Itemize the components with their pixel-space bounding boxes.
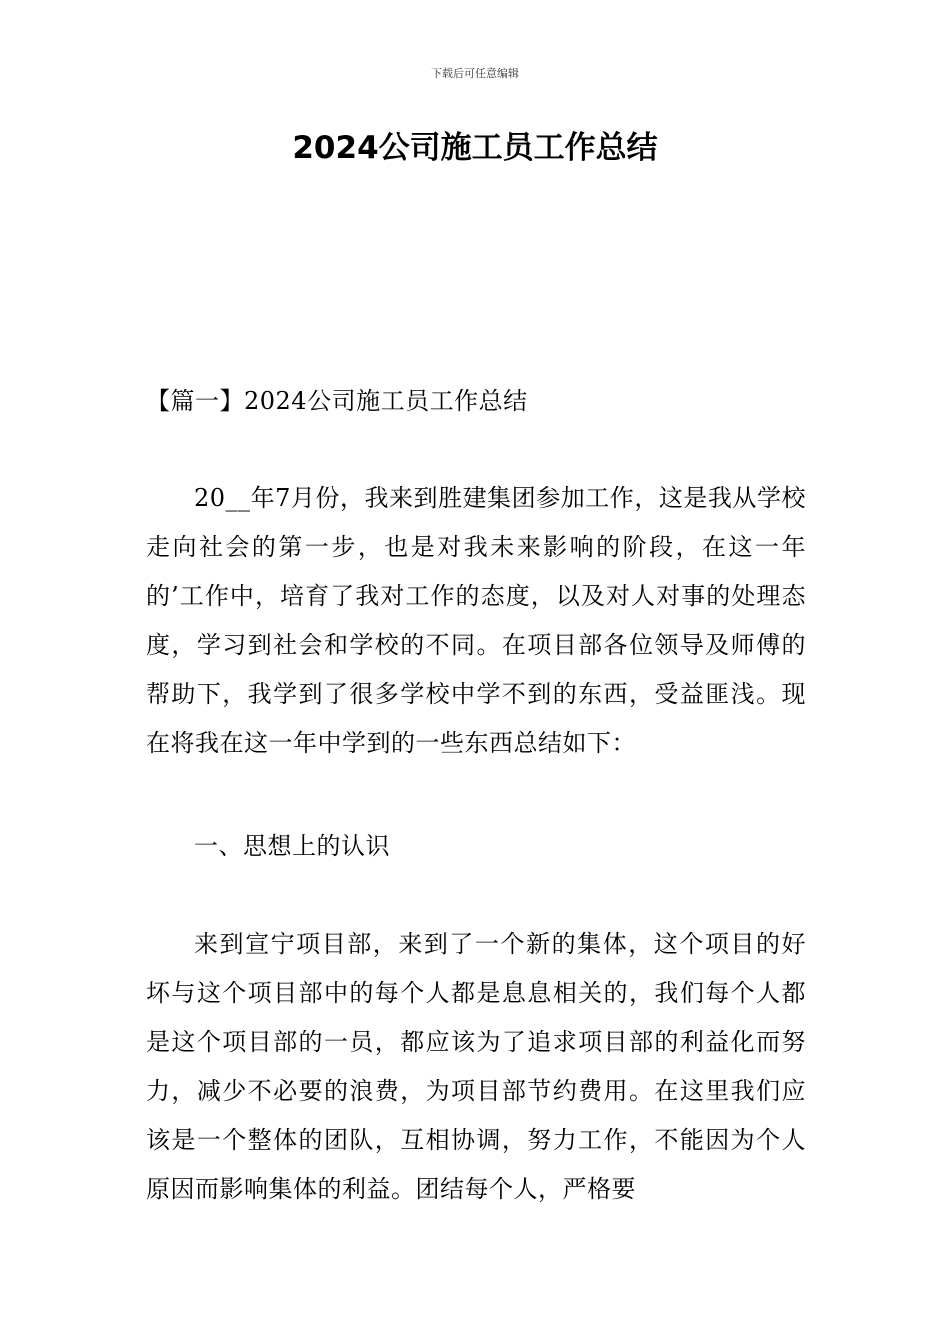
subheading-1: 一、思想上的认识 (194, 832, 390, 860)
header-note: 下载后可任意编辑 (431, 67, 519, 80)
section-heading: 【篇一】2024公司施工员工作总结 (146, 387, 528, 415)
paragraph-1: 20__年7月份，我来到胜建集团参加工作，这是我从学校走向社会的第一步，也是对我未来影响的阶段，在这一年的’工作中，培育了我对工作的态度，以及对人对事的处理态度，学习到社会和学校的不同。在项目部各位领导及师傅的帮助下，我学到了很多学校中学不到的东西，受益匪浅。现在将我在这一年中学到的一些东西总结如下： (146, 484, 806, 757)
paragraph-2: 来到宣宁项目部，来到了一个新的集体，这个项目的好坏与这个项目部中的每个人都是息息相关的，我们每个人都是这个项目部的一员，都应该为了追求项目部的利益化而努力，减少不必要的浪费，为项目部节约费用。在这里我们应该是一个整体的团队，互相协调，努力工作，不能因为个人原因而影响集体的利益。团结每个人，严格要 (146, 930, 806, 1203)
document-title: 2024公司施工员工作总结 (292, 130, 658, 166)
